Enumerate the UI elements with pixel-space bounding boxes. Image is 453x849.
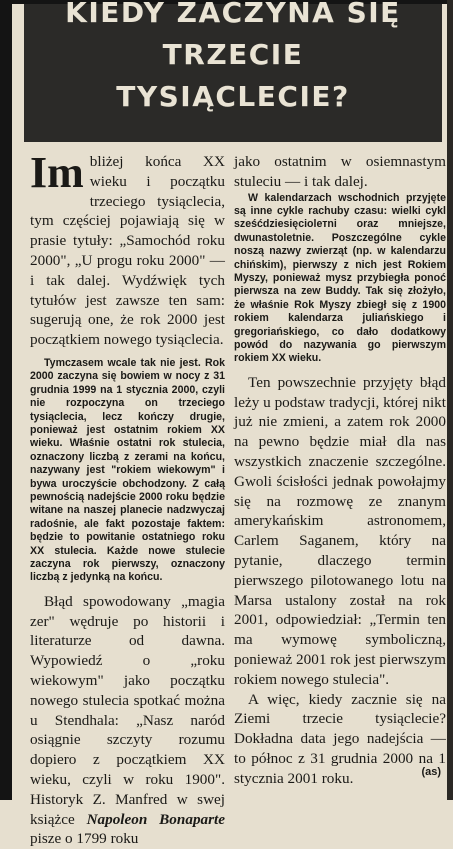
drop-cap: Im — [30, 148, 84, 197]
lead-paragraph — [30, 148, 225, 350]
paragraph-continuation: jako ostatnim w osiemnastym stuleciu — i tak dalej. — [234, 153, 446, 190]
book-title: Napoleon Bonaparte — [86, 810, 226, 828]
paragraph-eastern-calendars: W kalendarzach wschodnich przyjęte są inne cykle rachuby czasu: wielki cykl sześćdziesięciolетni oraz mniejsze, dwunastoletnie. Poszczególne cykle noszą nazwy zwierząt (np. w kalendarzu chińskim), pierwszy z nich jest Rokiem Myszy, ponieważ mysz przybiegła ponoć pierwsza na zew Buddy. Tak się złożyło, że właśnie Rok Myszy zbiegł się z 1900 rokiem kalendarza juliańskiego i gregoriańskiego, co dało dodatkowy powód do nazywania go pierwszym rokiem XX wieku. — [234, 191, 446, 365]
left-border — [0, 0, 12, 800]
paragraph-conclusion: A więc, kiedy zacznie się na Ziemi trzecie tysiąclecie? Dokładna data jego nadejścia — to północ z 31 grudnia 2000 na 1 stycznia 2001 roku. — [234, 690, 446, 787]
headline-line-1: KIEDY ZACZYNA SIĘ — [65, 0, 401, 29]
boxed-paragraph: Tymczasem wcale tak nie jest. Rok 2000 zaczyna się bowiem w nocy z 31 grudnia 1999 na 1 stycznia 2000, czyli nie rozpoczyna on trzeciego tysiąclecia, lecz kończy drugie, ponieważ jest ostatnim rokiem XX wieku. Właśnie ostatni rok stulecia, oznaczony liczbą z zerami na końcu, nazywany jest "rokiem wiekowym" i bywa uroczyście obchodzony. Z całą pewnością nadejście 2000 roku będzie witane na naszej planecie nadzwyczaj radośnie, ale fakt pozostaje faktem: będzie to powitanie ostatniego roku XX stulecia. Każde nowe stulecie zaczyna rok pierwszy, oznaczony liczbą z jedynką na końcu. — [30, 356, 225, 584]
right-border — [447, 0, 453, 800]
author-signature: (as) — [421, 766, 441, 778]
headline-banner — [24, 0, 442, 142]
paragraph-text: Błąd spowodowany „magia zer" wędruje po historii i literaturze od dawna. Wypowiedź o „roku wiekowym" jako początku nowego stulecia spotkać można u Stendhala: „Nasz naród osiągnie szczyty rozumu dopiero z początkiem XX wieku, czyli w roku 1900". Historyk Z. Manfred w swej książce — [30, 592, 225, 828]
article-column-right — [234, 152, 446, 789]
paragraph-text-end: pisze o 1799 roku — [30, 830, 139, 848]
lead-paragraph-text: bliżej końca XX wieku i początku trzeciego tysiąclecia, tym częściej pojawiają się w prasie tytuły: „Samochód roku 2000", „U progu roku 2000" — i tak dalej. Wydźwięk tych tytułów jest zawsze ten sam: sugerują one, że rok 2000 jest początkiem nowego tysiąclecia. — [30, 153, 225, 349]
paragraph-magic-zeros — [30, 592, 225, 849]
headline-line-2: TRZECIE — [162, 38, 304, 71]
headline-line-3: TYSIĄCLECIE? — [116, 80, 350, 113]
paragraph-sagan: Ten powszechnie przyjęty błąd leży u podstaw tradycji, której nikt już nie zmieni, a zatem rok 2000 na pewno będzie miał dla nas wszystkich znaczenie szczególne. Gwoli ścisłości jednak powołajmy się na rozmowę ze znanym amerykańskim astronomem, Carlem Saganem, który na pytanie, dlaczego termin pierwszego pilotowanego lotu na Marsa ustalony został na rok 2001, odpowiedział: „Termin ten ma wymowę symboliczną, ponieważ 2001 rok jest pierwszym rokiem nowego stulecia". — [234, 373, 446, 688]
article-column-left — [30, 148, 226, 849]
